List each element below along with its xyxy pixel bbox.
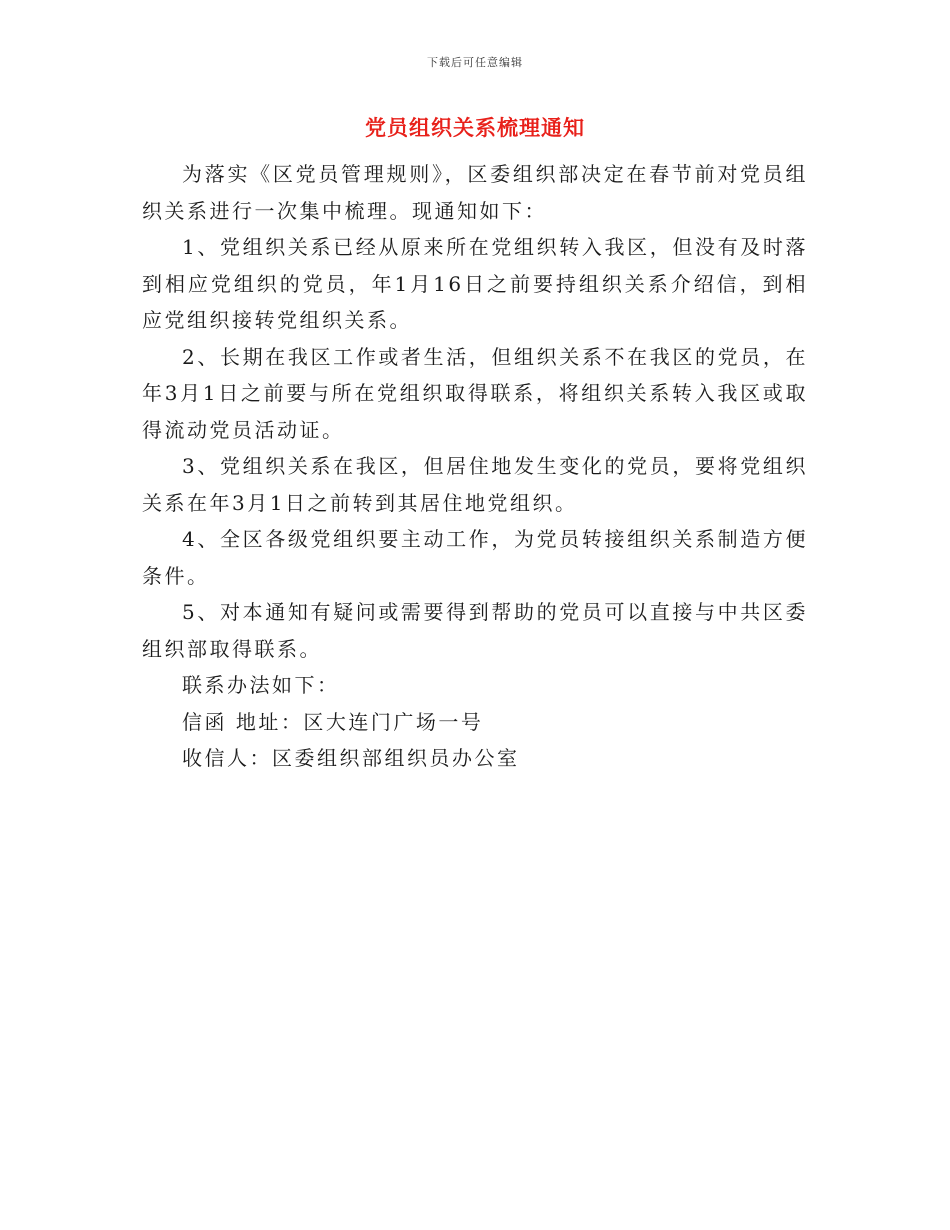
contact-heading: 联系办法如下： (182, 673, 340, 697)
document-body (142, 156, 808, 777)
contact-address: 信函 地址：区大连门广场一号 (182, 709, 484, 734)
item-4-paragraph: 4、全区各级党组织要主动工作，为党员转接组织关系制造方便条件。 (142, 527, 808, 588)
item-3-paragraph: 3、党组织关系在我区，但居住地发生变化的党员，要将党组织关系在年3月1日之前转到其居住地党组织。 (142, 454, 808, 515)
item-1-paragraph: 1、党组织关系已经从原来所在党组织转入我区，但没有及时落到相应党组织的党员，年1月16日之前要持组织关系介绍信，到相应党组织接转党组织关系。 (142, 235, 808, 332)
header-note: 下载后可任意编辑 (427, 56, 523, 69)
contact-recipient: 收信人：区委组织部组织员办公室 (182, 746, 520, 770)
item-2-paragraph: 2、长期在我区工作或者生活，但组织关系不在我区的党员，在年3月1日之前要与所在党组织取得联系，将组织关系转入我区或取得流动党员活动证。 (142, 344, 808, 442)
item-5-paragraph: 5、对本通知有疑问或需要得到帮助的党员可以直接与中共区委组织部取得联系。 (142, 600, 808, 661)
document-title: 党员组织关系梳理通知 (365, 115, 585, 140)
intro-paragraph: 为落实《区党员管理规则》，区委组织部决定在春节前对党员组织关系进行一次集中梳理。现通知如下： (142, 162, 808, 223)
